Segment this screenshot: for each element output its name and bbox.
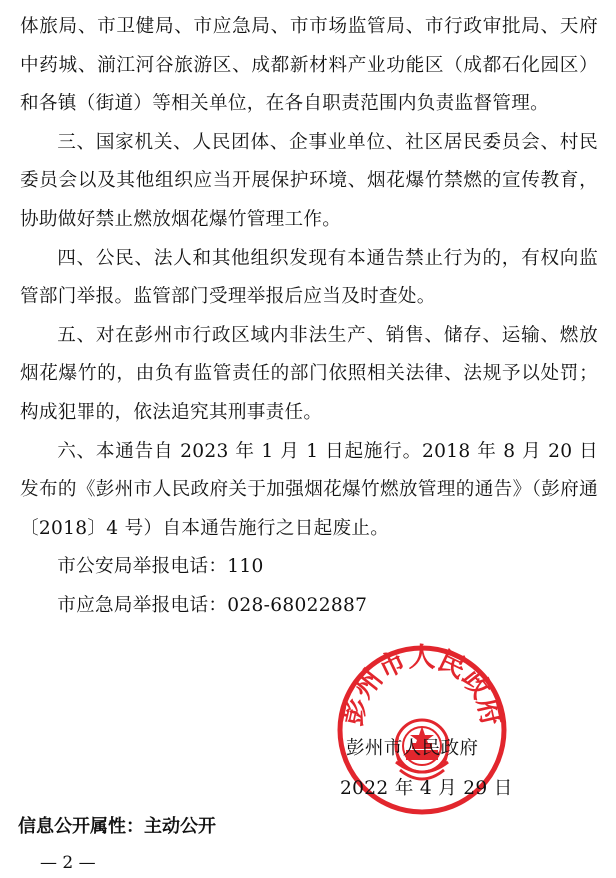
seal-arc-textpath: 彭州市人民政府 bbox=[337, 642, 507, 729]
seal-arc-text bbox=[337, 643, 507, 729]
paragraph-four-reporting: 四、公民、法人和其他组织发现有本通告禁止行为的，有权向监管部门举报。监管部门受理举报后应当及时查处。 bbox=[20, 247, 598, 308]
paragraph-three-publicity: 三、国家机关、人民团体、企事业单位、社区居民委员会、村民委员会以及其他组织应当开展保护环境、烟花爆竹禁燃的宣传教育，协助做好禁止燃放烟花爆竹管理工作。 bbox=[20, 131, 598, 230]
notice-body bbox=[20, 8, 598, 626]
issue-date: 2022 年 4 月 29 日 bbox=[340, 778, 513, 799]
police-report-phone: 市公安局举报电话：110 bbox=[57, 556, 264, 578]
page-number: — 2 — bbox=[40, 853, 96, 873]
disclosure-attribute: 信息公开属性：主动公开 bbox=[18, 816, 216, 837]
paragraph-six-effective-date: 六、本通告自 2023 年 1 月 1 日起施行。2018 年 8 月 20 日发布的《彭州市人民政府关于加强烟花爆竹燃放管理的通告》（彭府通〔2018〕4 号）自本通告施行之日起废止。 bbox=[20, 440, 598, 539]
paragraph-five-penalties: 五、对在彭州市行政区域内非法生产、销售、储存、运输、燃放烟花爆竹的，由负有监管责任的部门依照相关法律、法规予以处罚；构成犯罪的，依法追究其刑事责任。 bbox=[20, 324, 598, 423]
issuer-signature: 彭州市人民政府 bbox=[346, 738, 479, 759]
emergency-report-phone: 市应急局举报电话：028-68022887 bbox=[57, 594, 368, 616]
paragraph-responsibilities-continued: 体旅局、市卫健局、市应急局、市市场监管局、市行政审批局、天府中药城、湔江河谷旅游区、成都新材料产业功能区（成都石化园区）和各镇（街道）等相关单位，在各自职责范围内负责监督管理。 bbox=[20, 16, 598, 115]
